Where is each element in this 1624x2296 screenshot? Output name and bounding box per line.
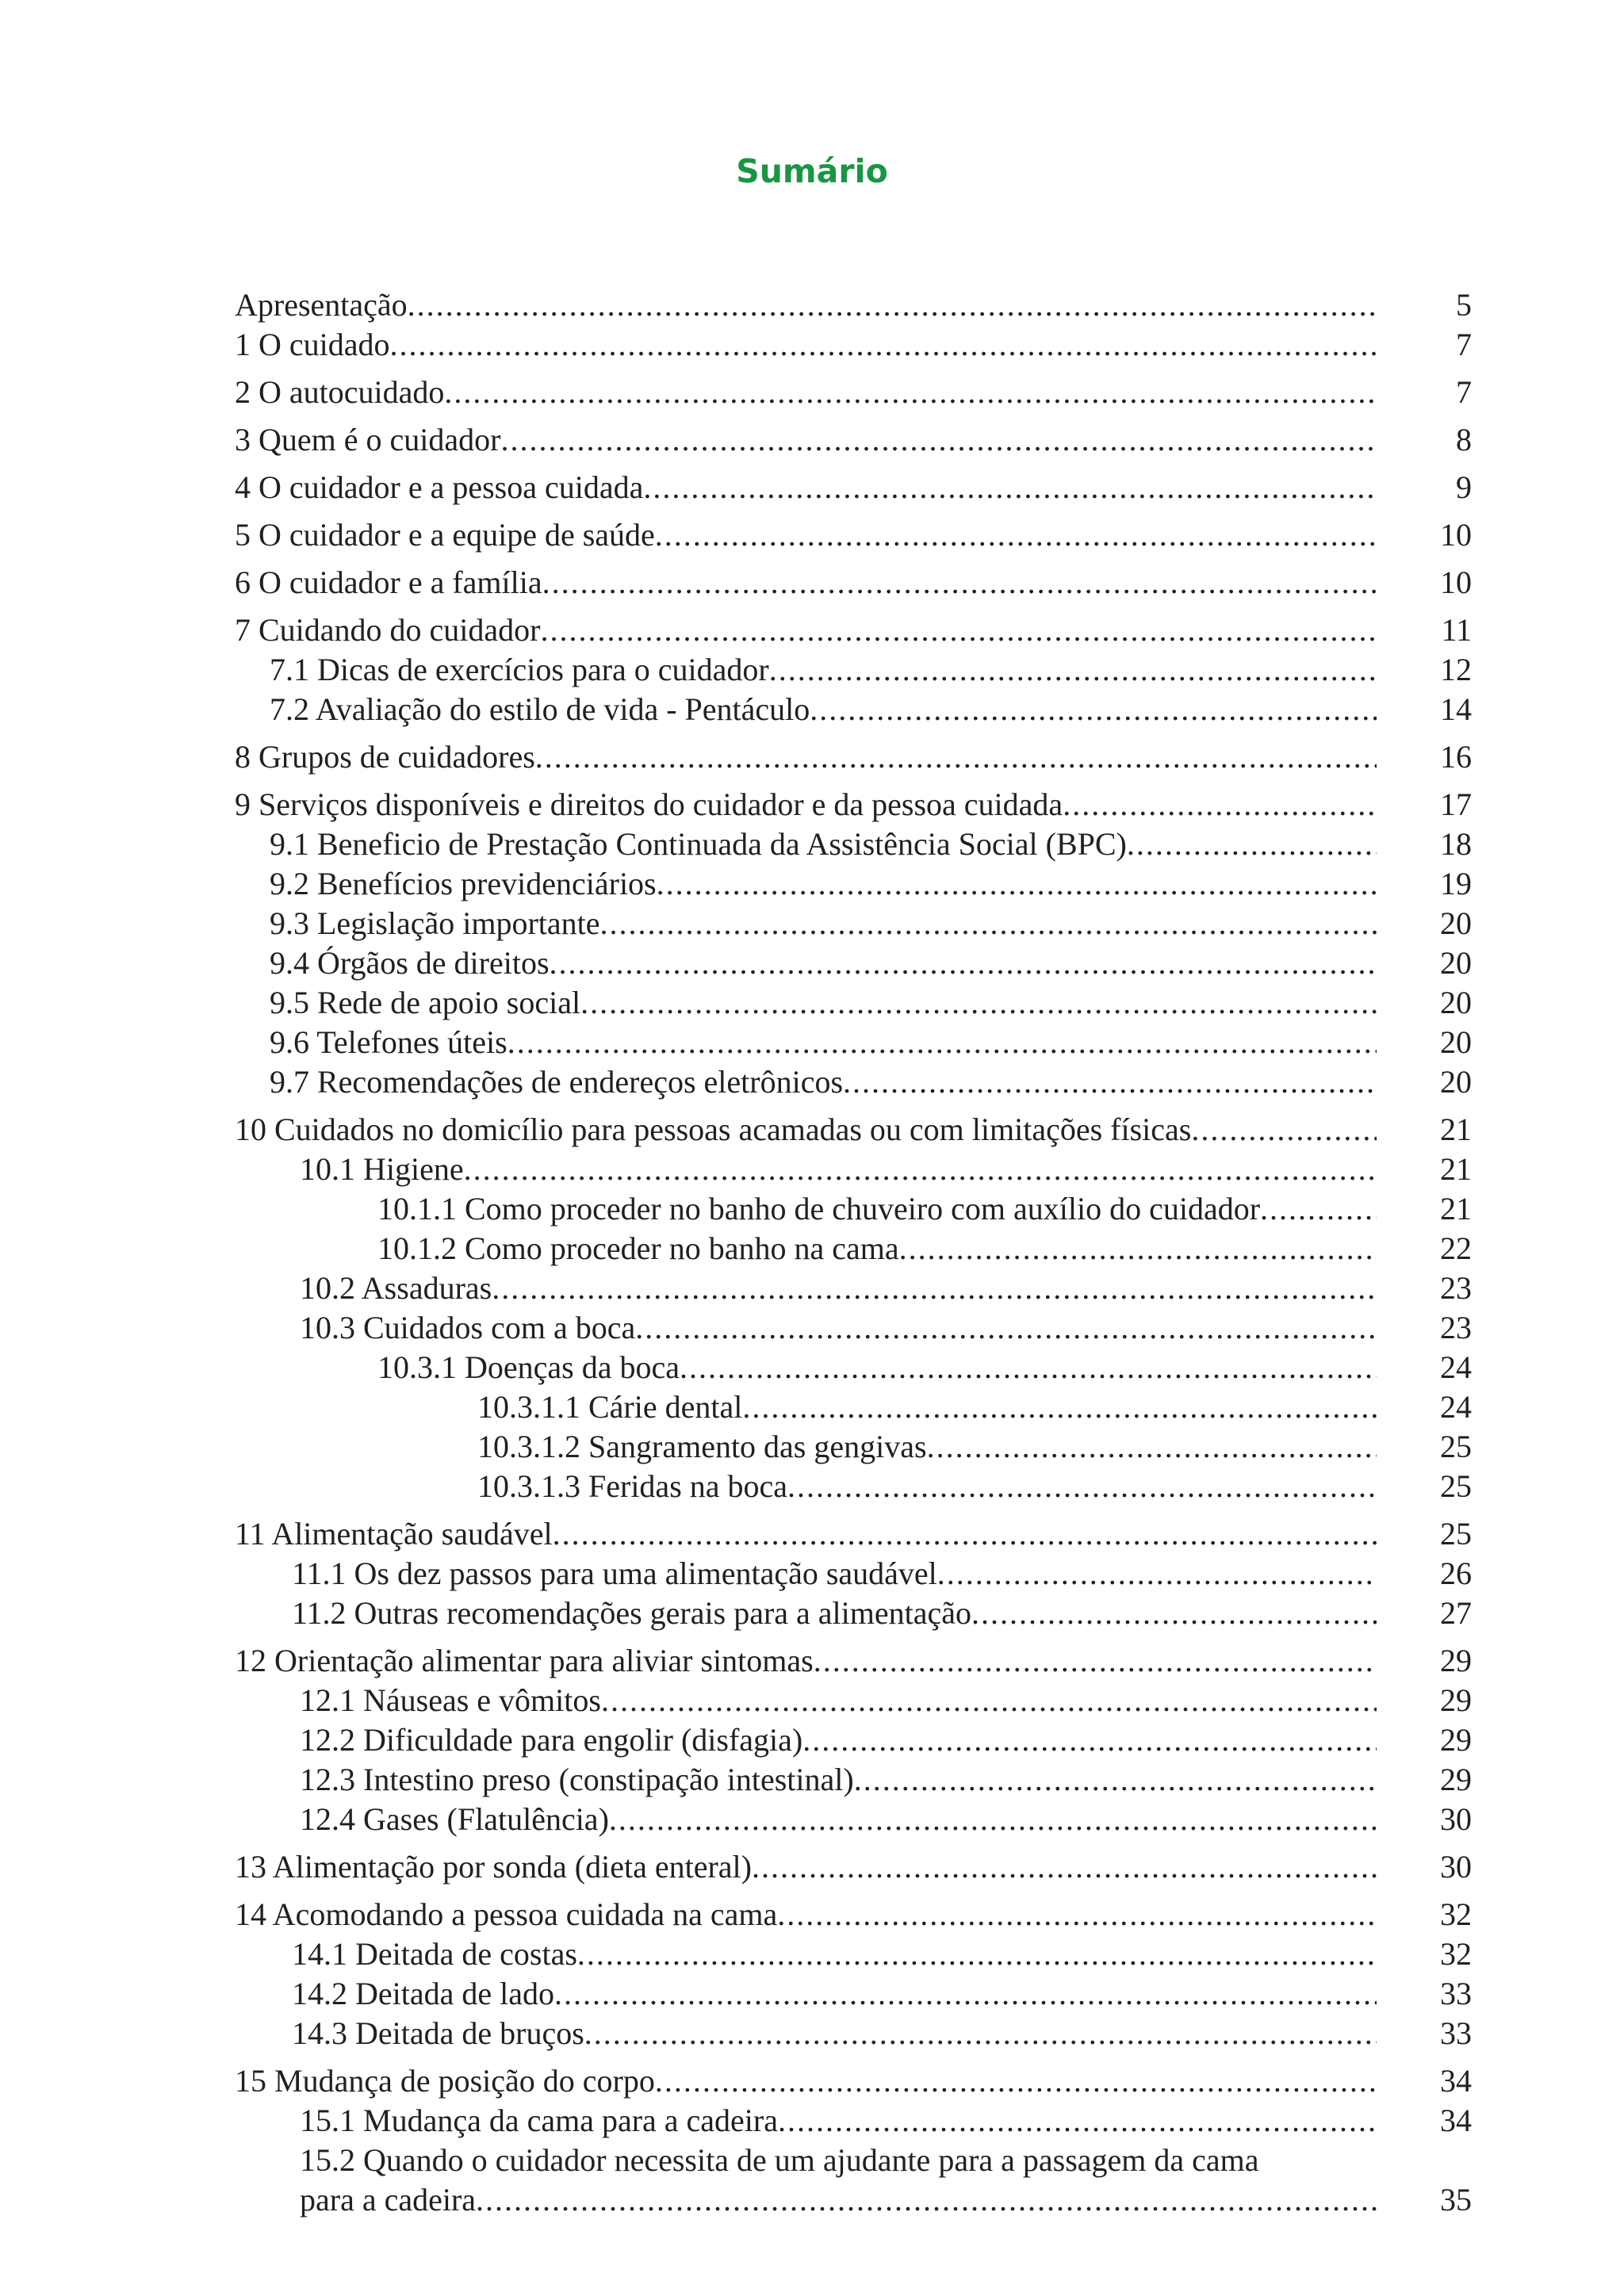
toc-page-number: 32 (1440, 1896, 1472, 1932)
toc-entry-title: Apresentação (235, 287, 408, 323)
toc-page-number: 33 (1440, 2015, 1472, 2051)
toc-entry[interactable] (235, 1934, 1472, 1974)
toc-entry-lead (270, 943, 1377, 983)
page-title: Sumário (736, 152, 888, 190)
toc-entry[interactable] (235, 2014, 1472, 2053)
toc-leader-dots (769, 650, 1377, 690)
toc-entry[interactable] (235, 983, 1472, 1023)
toc-leader-dots (476, 2180, 1377, 2220)
toc-entry-title: 9.5 Rede de apoio social (270, 985, 581, 1020)
toc-entry[interactable] (235, 1641, 1472, 1681)
toc-leader-dots (927, 1427, 1377, 1467)
toc-entry[interactable] (235, 1269, 1472, 1308)
toc-entry-lead (292, 1594, 1377, 1633)
toc-entry-lead (235, 515, 1377, 555)
toc-entry-lead (270, 1023, 1377, 1062)
toc-entry[interactable] (235, 1427, 1472, 1467)
toc-entry-title: 12.3 Intestino preso (constipação intestinal) (300, 1762, 854, 1797)
toc-entry-lead (300, 1269, 1377, 1308)
toc-entry-lead (477, 1427, 1377, 1467)
toc-leader-dots (787, 1467, 1377, 1506)
toc-entry-lead (377, 1189, 1377, 1229)
toc-entry-title: 10.3.1.3 Feridas na boca (477, 1468, 788, 1504)
toc-page-number: 11 (1441, 612, 1472, 648)
toc-entry[interactable] (235, 1895, 1472, 1934)
toc-page-number: 5 (1456, 287, 1472, 323)
toc-leader-dots (600, 904, 1377, 943)
toc-leader-dots (542, 563, 1377, 603)
toc-entry-lead (377, 1229, 1377, 1269)
toc-entry-lead (235, 1110, 1377, 1150)
toc-entry-title: 12.1 Náuseas e vômitos (300, 1682, 601, 1718)
toc-entry-lead (235, 610, 1377, 650)
toc-leader-dots (553, 1514, 1377, 1554)
toc-leader-dots (464, 1150, 1377, 1189)
toc-page-number: 21 (1440, 1151, 1472, 1187)
toc-leader-dots (508, 1023, 1377, 1062)
toc-page-number: 10 (1440, 564, 1472, 600)
toc-entry[interactable] (235, 610, 1472, 650)
toc-entry-title: 10.1 Higiene (300, 1151, 464, 1187)
toc-page-number: 12 (1440, 652, 1472, 687)
toc-entry-lead (235, 1641, 1377, 1681)
toc-entry-lead (235, 563, 1377, 603)
toc-entry-lead (270, 825, 1377, 864)
toc-entry-title-continuation: para a cadeira (300, 2182, 477, 2218)
toc-entry[interactable] (235, 1062, 1472, 1102)
toc-entry[interactable] (235, 2101, 1472, 2141)
toc-entry[interactable] (235, 2061, 1472, 2101)
toc-entry[interactable] (235, 785, 1472, 825)
toc-entry-title: 10.2 Assaduras (300, 1270, 492, 1306)
toc-entry-line2 (300, 2180, 1377, 2220)
toc-entry-title: 14.1 Deitada de costas (292, 1936, 577, 1972)
toc-entry[interactable] (235, 1150, 1472, 1189)
toc-entry[interactable] (235, 468, 1472, 507)
toc-leader-dots (680, 1348, 1377, 1387)
toc-entry-title: 7.2 Avaliação do estilo de vida - Pentáculo (270, 691, 810, 727)
toc-page-number: 8 (1456, 422, 1472, 457)
toc-entry-lead (300, 1760, 1377, 1800)
toc-leader-dots (635, 1308, 1377, 1348)
toc-entry[interactable] (235, 1800, 1472, 1839)
toc-entry-lead (300, 1681, 1377, 1720)
toc-leader-dots (390, 325, 1377, 365)
toc-leader-dots (937, 1554, 1377, 1594)
toc-entry-lead (292, 1974, 1377, 2014)
toc-page-number: 32 (1440, 1936, 1472, 1972)
toc-leader-dots (778, 2101, 1377, 2141)
toc-page-number: 20 (1440, 985, 1472, 1020)
toc-entry-lead (235, 1847, 1377, 1887)
toc-entry-lead (300, 2101, 1377, 2141)
toc-entry-title: 11.2 Outras recomendações gerais para a alimentação (292, 1595, 971, 1631)
toc-leader-dots (1260, 1189, 1377, 1229)
toc-page-number: 20 (1440, 1064, 1472, 1100)
toc-page-number: 35 (1440, 2182, 1472, 2218)
toc-entry[interactable] (235, 285, 1472, 325)
toc-entry-title: 7 Cuidando do cuidador (235, 612, 541, 648)
toc-entry-title: 12.4 Gases (Flatulência) (300, 1801, 609, 1837)
toc-entry-lead (270, 1062, 1377, 1102)
toc-entry[interactable] (235, 373, 1472, 412)
toc-entry-lead (235, 420, 1377, 460)
toc-entry-lead (300, 2141, 1377, 2220)
toc-leader-dots (1063, 785, 1377, 825)
toc-page-number: 21 (1440, 1112, 1472, 1147)
toc-leader-dots (1127, 825, 1377, 864)
toc-entry[interactable] (235, 1847, 1472, 1887)
toc-entry-lead (235, 2061, 1377, 2101)
toc-leader-dots (643, 468, 1377, 507)
toc-page-number: 21 (1440, 1191, 1472, 1226)
toc-entry-lead (235, 325, 1377, 365)
toc-page-number: 24 (1440, 1349, 1472, 1385)
toc-page-number: 16 (1440, 739, 1472, 775)
toc-entry-lead (300, 1720, 1377, 1760)
toc-entry-title: 12.2 Dificuldade para engolir (disfagia) (300, 1722, 803, 1758)
toc-entry-title: 2 O autocuidado (235, 374, 445, 410)
toc-entry-lead (270, 904, 1377, 943)
toc-leader-dots (971, 1594, 1377, 1633)
toc-page-number: 23 (1440, 1270, 1472, 1306)
toc-entry-lead (270, 690, 1377, 729)
toc-page-number: 7 (1456, 374, 1472, 410)
toc-entry-lead (292, 1934, 1377, 1974)
toc-entry[interactable] (235, 1110, 1472, 1150)
toc-entry-title: 6 O cuidador e a família (235, 564, 542, 600)
toc-entry[interactable] (235, 1514, 1472, 1554)
toc-entry[interactable] (235, 904, 1472, 943)
toc-entry-lead (235, 468, 1377, 507)
toc-leader-dots (742, 1387, 1377, 1427)
toc-leader-dots (492, 1269, 1377, 1308)
toc-page-number: 25 (1440, 1516, 1472, 1552)
toc-entry[interactable] (235, 1594, 1472, 1633)
toc-entry-lead (377, 1348, 1377, 1387)
toc-page-number: 29 (1440, 1643, 1472, 1678)
toc-entry-title: 1 O cuidado (235, 327, 390, 362)
toc-entry[interactable] (235, 2141, 1472, 2220)
toc-entry-title: 15.1 Mudança da cama para a cadeira (300, 2103, 778, 2138)
toc-page-number: 33 (1440, 1976, 1472, 2011)
toc-entry[interactable] (235, 737, 1472, 777)
toc-entry-title: 15.2 Quando o cuidador necessita de um ajudante para a passagem da cama (300, 2142, 1259, 2178)
toc-entry[interactable] (235, 1760, 1472, 1800)
toc-page-number: 25 (1440, 1429, 1472, 1464)
toc-entry-title: 10.3.1 Doenças da boca (377, 1349, 680, 1385)
toc-leader-dots (554, 1974, 1377, 2014)
toc-entry-title: 3 Quem é o cuidador (235, 422, 501, 457)
toc-entry-title: 14.3 Deitada de bruços (292, 2015, 584, 2051)
toc-entry-title: 5 O cuidador e a equipe de saúde (235, 517, 655, 553)
toc-page-number: 27 (1440, 1595, 1472, 1631)
toc-entry-title: 9.1 Beneficio de Prestação Continuada da Assistência Social (BPC) (270, 826, 1127, 862)
toc-page-number: 26 (1440, 1556, 1472, 1591)
toc-entry[interactable] (235, 1308, 1472, 1348)
toc-entry[interactable] (235, 1229, 1472, 1269)
toc-leader-dots (580, 983, 1377, 1023)
toc-leader-dots (777, 1895, 1377, 1934)
toc-entry-title: 14 Acomodando a pessoa cuidada na cama (235, 1896, 778, 1932)
toc-page-number: 29 (1440, 1682, 1472, 1718)
toc-page-number: 7 (1456, 327, 1472, 362)
toc-entry-title: 10.1.1 Como proceder no banho de chuveiro com auxílio do cuidador (377, 1191, 1261, 1226)
toc-entry-lead (235, 1514, 1377, 1554)
toc-entry-title: 12 Orientação alimentar para aliviar sintomas (235, 1643, 814, 1678)
toc-page-number: 20 (1440, 1024, 1472, 1060)
toc-leader-dots (899, 1229, 1377, 1269)
toc-page-number: 17 (1440, 786, 1472, 822)
toc-leader-dots (584, 2014, 1377, 2053)
toc-entry[interactable] (235, 1681, 1472, 1720)
toc-page-number: 20 (1440, 945, 1472, 981)
toc-entry-lead (300, 1800, 1377, 1839)
toc-page-number: 34 (1440, 2103, 1472, 2138)
toc-leader-dots (500, 420, 1377, 460)
toc-entry-lead (235, 285, 1377, 325)
toc-entry[interactable] (235, 1974, 1472, 2014)
toc-entry-lead (235, 785, 1377, 825)
toc-leader-dots (655, 2061, 1377, 2101)
toc-entry[interactable] (235, 325, 1472, 365)
toc-entry[interactable] (235, 563, 1472, 603)
toc-page-number: 23 (1440, 1310, 1472, 1345)
toc-entry-title: 10.3 Cuidados com a boca (300, 1310, 636, 1345)
toc-entry[interactable] (235, 1720, 1472, 1760)
toc-leader-dots (810, 690, 1377, 729)
toc-leader-dots (657, 864, 1377, 904)
toc-page-number: 19 (1440, 866, 1472, 901)
toc-entry-title: 4 O cuidador e a pessoa cuidada (235, 469, 644, 505)
toc-entry-title: 10.3.1.1 Cárie dental (477, 1389, 743, 1425)
toc-entry[interactable] (235, 864, 1472, 904)
toc-entry-title: 9.6 Telefones úteis (270, 1024, 508, 1060)
toc-entry-title: 11 Alimentação saudável (235, 1516, 553, 1552)
toc-entry-lead (477, 1467, 1377, 1506)
toc-leader-dots (752, 1847, 1377, 1887)
toc-page-number: 30 (1440, 1801, 1472, 1837)
toc-entry-title: 9.3 Legislação importante (270, 905, 600, 941)
toc-page-number: 24 (1440, 1389, 1472, 1425)
toc-page-number: 9 (1456, 469, 1472, 505)
toc-entry[interactable] (235, 825, 1472, 864)
toc-entry[interactable] (235, 1467, 1472, 1506)
toc-leader-dots (802, 1720, 1377, 1760)
toc-entry-title: 13 Alimentação por sonda (dieta enteral) (235, 1849, 752, 1885)
toc-leader-dots (655, 515, 1377, 555)
toc-entry[interactable] (235, 943, 1472, 983)
toc-entry[interactable] (235, 650, 1472, 690)
toc-leader-dots (601, 1681, 1377, 1720)
toc-entry[interactable] (235, 420, 1472, 460)
toc-leader-dots (814, 1641, 1377, 1681)
toc-entry-title: 14.2 Deitada de lado (292, 1976, 554, 2011)
toc-entry[interactable] (235, 515, 1472, 555)
toc-page-number: 25 (1440, 1468, 1472, 1504)
toc-entry-lead (235, 737, 1377, 777)
toc-entry-lead (292, 1554, 1377, 1594)
toc-entry-title: 10 Cuidados no domicílio para pessoas acamadas ou com limitações físicas (235, 1112, 1192, 1147)
toc-leader-dots (609, 1800, 1377, 1839)
toc-entry[interactable] (235, 1189, 1472, 1229)
toc-entry-lead (300, 1150, 1377, 1189)
table-of-contents (235, 285, 1472, 2220)
toc-page-number: 10 (1440, 517, 1472, 553)
toc-entry-title: 9.7 Recomendações de endereços eletrônicos (270, 1064, 844, 1100)
toc-entry-title: 10.3.1.2 Sangramento das gengivas (477, 1429, 927, 1464)
toc-leader-dots (577, 1934, 1377, 1974)
toc-entry[interactable] (235, 1554, 1472, 1594)
toc-entry-lead (270, 983, 1377, 1023)
toc-entry[interactable] (235, 1023, 1472, 1062)
toc-entry-lead (270, 864, 1377, 904)
toc-entry-title: 9 Serviços disponíveis e direitos do cuidador e da pessoa cuidada (235, 786, 1063, 822)
toc-entry-lead (270, 650, 1377, 690)
toc-leader-dots (408, 285, 1377, 325)
toc-leader-dots (535, 737, 1377, 777)
toc-page-number: 22 (1440, 1230, 1472, 1266)
toc-entry-lead (235, 1895, 1377, 1934)
toc-entry-lead (235, 373, 1377, 412)
toc-entry-title: 15 Mudança de posição do corpo (235, 2063, 655, 2099)
toc-entry-title: 8 Grupos de cuidadores (235, 739, 535, 775)
toc-entry-title: 11.1 Os dez passos para uma alimentação saudável (292, 1556, 937, 1591)
toc-entry-title: 9.2 Benefícios previdenciários (270, 866, 657, 901)
toc-page-number: 20 (1440, 905, 1472, 941)
toc-entry-title: 7.1 Dicas de exercícios para o cuidador (270, 652, 769, 687)
toc-page-number: 18 (1440, 826, 1472, 862)
toc-entry-lead (300, 1308, 1377, 1348)
toc-leader-dots (541, 610, 1377, 650)
toc-entry-lead (477, 1387, 1377, 1427)
toc-leader-dots (444, 373, 1377, 412)
toc-entry[interactable] (235, 1387, 1472, 1427)
toc-leader-dots (550, 943, 1377, 983)
toc-entry-lead (292, 2014, 1377, 2053)
toc-entry-title: 10.1.2 Como proceder no banho na cama (377, 1230, 899, 1266)
toc-page-number: 29 (1440, 1722, 1472, 1758)
toc-page-number: 30 (1440, 1849, 1472, 1885)
toc-leader-dots (854, 1760, 1377, 1800)
toc-leader-dots (843, 1062, 1377, 1102)
toc-entry-title: 9.4 Órgãos de direitos (270, 945, 550, 981)
toc-page-number: 14 (1440, 691, 1472, 727)
toc-page-number: 34 (1440, 2063, 1472, 2099)
toc-leader-dots (1191, 1110, 1377, 1150)
toc-entry[interactable] (235, 690, 1472, 729)
toc-page-number: 29 (1440, 1762, 1472, 1797)
toc-entry[interactable] (235, 1348, 1472, 1387)
